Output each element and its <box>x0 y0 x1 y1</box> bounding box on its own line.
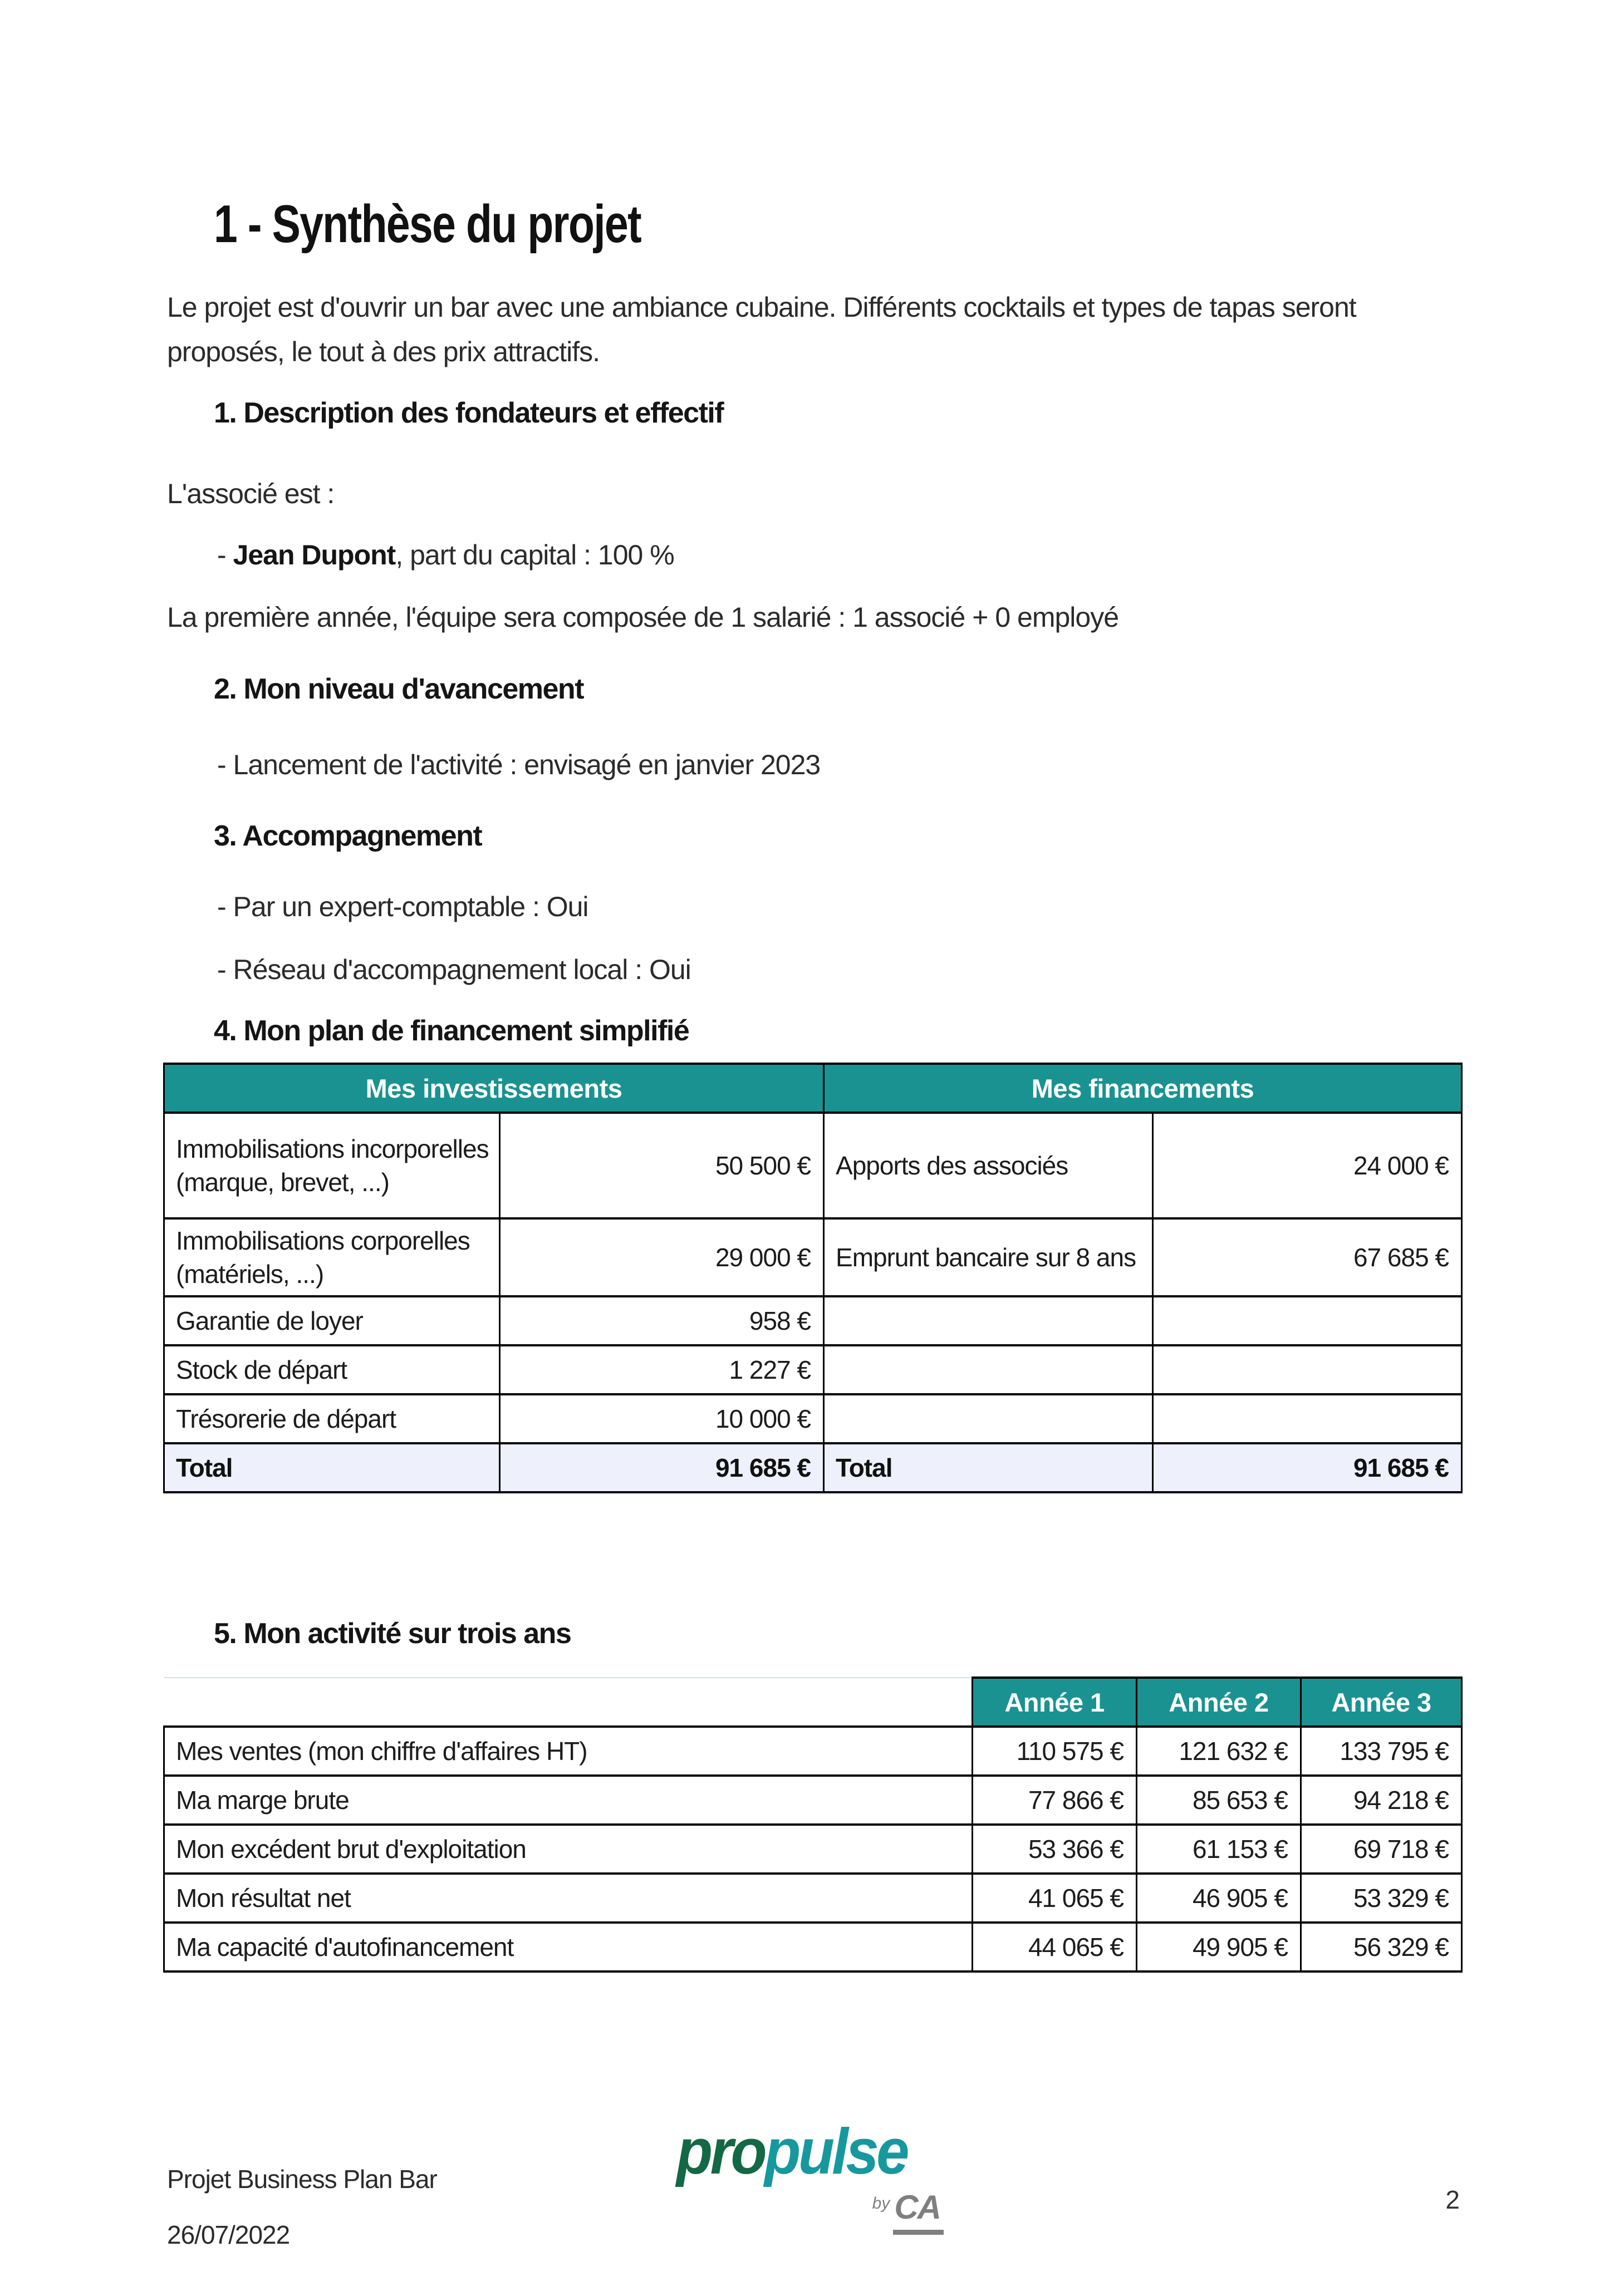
fin-value: 67 685 € <box>1153 1218 1462 1296</box>
table-row <box>164 1394 1462 1443</box>
activity-value-y3: 56 329 € <box>1301 1923 1462 1971</box>
year-3-header: Année 3 <box>1301 1678 1462 1727</box>
activity-label: Mon résultat net <box>164 1874 973 1923</box>
financing-plan-table <box>163 1063 1463 1493</box>
activity-value-y2: 49 905 € <box>1137 1923 1301 1971</box>
page-number: 2 <box>1445 2185 1460 2214</box>
associate-detail: , part du capital : 100 % <box>395 539 674 571</box>
inv-value: 50 500 € <box>500 1113 824 1218</box>
fin-total-value: 91 685 € <box>1153 1443 1462 1492</box>
team-line: La première année, l'équipe sera composée de 1 salarié : 1 associé + 0 employé <box>167 602 1119 633</box>
launch-item: - Lancement de l'activité : envisagé en janvier 2023 <box>217 749 821 780</box>
activity-label: Ma capacité d'autofinancement <box>164 1923 973 1971</box>
activity-value-y3: 133 795 € <box>1301 1727 1462 1776</box>
activity-value-y2: 46 905 € <box>1137 1874 1301 1923</box>
logo-pulse-part: pulse <box>764 2115 907 2187</box>
activity-value-y2: 85 653 € <box>1137 1776 1301 1825</box>
section-heading-2: 2. Mon niveau d'avancement <box>214 673 584 705</box>
inv-label: Immobilisations incorporelles (marque, brevet, ...) <box>164 1113 500 1218</box>
fin-label <box>824 1296 1153 1345</box>
activity-label: Mon excédent brut d'exploitation <box>164 1825 973 1874</box>
section-heading-1: 1. Description des fondateurs et effectif <box>214 397 724 429</box>
inv-label: Trésorerie de départ <box>164 1394 500 1443</box>
table-row <box>164 1218 1462 1296</box>
activity-label: Ma marge brute <box>164 1776 973 1825</box>
inv-value: 1 227 € <box>500 1345 824 1394</box>
table-row <box>164 1825 1462 1874</box>
year-2-header: Année 2 <box>1137 1678 1301 1727</box>
network-item: - Réseau d'accompagnement local : Oui <box>217 954 691 985</box>
activity-value-y1: 77 866 € <box>973 1776 1137 1825</box>
table-row <box>164 1874 1462 1923</box>
footer-project-name: Projet Business Plan Bar <box>167 2165 437 2194</box>
inv-total-value: 91 685 € <box>500 1443 824 1492</box>
year-1-header: Année 1 <box>973 1678 1137 1727</box>
activity-value-y1: 44 065 € <box>973 1923 1137 1971</box>
investments-header-cell: Mes investissements <box>164 1064 824 1113</box>
inv-value: 29 000 € <box>500 1218 824 1296</box>
credit-agricole-logo <box>676 2188 949 2235</box>
activity-value-y3: 53 329 € <box>1301 1874 1462 1923</box>
financing-header-cell: Mes financements <box>824 1064 1462 1113</box>
page-title: 1 - Synthèse du projet <box>214 194 641 254</box>
table-row <box>164 1296 1462 1345</box>
fin-label <box>824 1345 1153 1394</box>
table-row <box>164 1776 1462 1825</box>
inv-value: 958 € <box>500 1296 824 1345</box>
section-heading-4: 4. Mon plan de financement simplifié <box>214 1015 689 1047</box>
associate-intro: L'associé est : <box>167 478 335 509</box>
propulse-logo <box>676 2115 949 2235</box>
fin-total-label: Total <box>824 1443 1153 1492</box>
fin-label: Apports des associés <box>824 1113 1153 1218</box>
logo-pro-part: pro <box>676 2115 765 2187</box>
inv-label: Stock de départ <box>164 1345 500 1394</box>
accountant-item: - Par un expert-comptable : Oui <box>217 891 588 922</box>
fin-value <box>1153 1296 1462 1345</box>
activity-table <box>163 1676 1463 1973</box>
associate-item <box>217 539 674 571</box>
fin-value: 24 000 € <box>1153 1113 1462 1218</box>
fin-label <box>824 1394 1153 1443</box>
associate-dash: - <box>217 539 233 571</box>
footer-date: 26/07/2022 <box>167 2220 290 2249</box>
activity-value-y3: 94 218 € <box>1301 1776 1462 1825</box>
logo-by-label: by <box>872 2194 890 2213</box>
activity-value-y1: 53 366 € <box>973 1825 1137 1874</box>
intro-line-2: proposés, le tout à des prix attractifs. <box>167 336 600 367</box>
activity-value-y2: 121 632 € <box>1137 1727 1301 1776</box>
activity-label: Mes ventes (mon chiffre d'affaires HT) <box>164 1727 973 1776</box>
table-row <box>164 1923 1462 1971</box>
section-heading-5: 5. Mon activité sur trois ans <box>214 1617 571 1650</box>
activity-value-y3: 69 718 € <box>1301 1825 1462 1874</box>
inv-label: Garantie de loyer <box>164 1296 500 1345</box>
credit-agricole-monogram: CA <box>893 2188 944 2235</box>
intro-paragraph <box>167 285 1356 374</box>
total-row <box>164 1443 1462 1492</box>
section-heading-3: 3. Accompagnement <box>214 820 482 852</box>
activity-header-spacer <box>164 1678 973 1727</box>
activity-value-y1: 41 065 € <box>973 1874 1137 1923</box>
table-row <box>164 1345 1462 1394</box>
associate-name: Jean Dupont <box>233 539 396 571</box>
inv-value: 10 000 € <box>500 1394 824 1443</box>
fin-value <box>1153 1394 1462 1443</box>
fin-label: Emprunt bancaire sur 8 ans <box>824 1218 1153 1296</box>
table-row <box>164 1113 1462 1218</box>
inv-total-label: Total <box>164 1443 500 1492</box>
propulse-logo-text <box>676 2115 928 2187</box>
table-row <box>164 1727 1462 1776</box>
intro-line-1: Le projet est d'ouvrir un bar avec une ambiance cubaine. Différents cocktails et types de tapas seront <box>167 292 1356 323</box>
activity-value-y1: 110 575 € <box>973 1727 1137 1776</box>
activity-value-y2: 61 153 € <box>1137 1825 1301 1874</box>
inv-label: Immobilisations corporelles (matériels, ...) <box>164 1218 500 1296</box>
fin-value <box>1153 1345 1462 1394</box>
